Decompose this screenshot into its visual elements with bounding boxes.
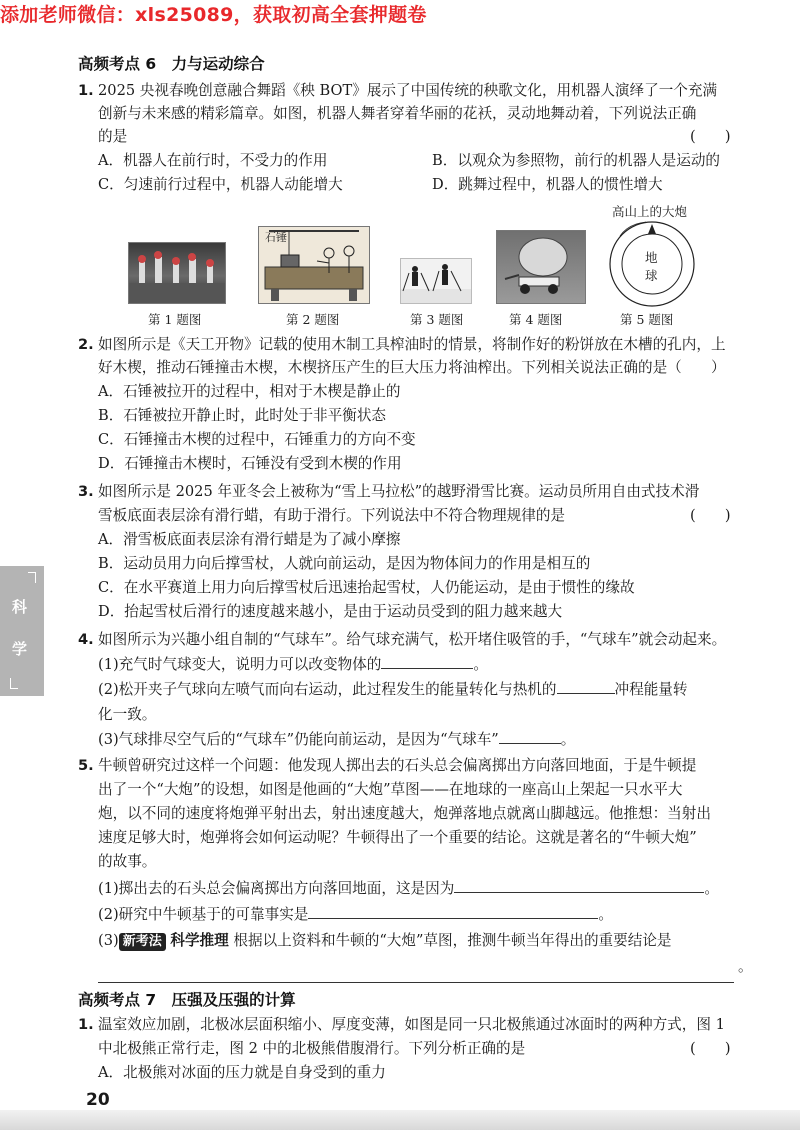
question-number: 2. [78, 336, 94, 353]
q3-line-2: 雪板底面表层涂有滑行蜡，有助于滑行。下列说法中不符合物理规律的是 [98, 507, 566, 524]
answer-paren: ( ) [690, 1040, 731, 1057]
question-number: 3. [78, 483, 94, 500]
page-number: 20 [86, 1090, 110, 1110]
tab-bracket-top [28, 572, 36, 583]
answer-blank[interactable] [454, 878, 704, 893]
earth-label-1: 地 [645, 250, 658, 265]
q2-line-1: 如图所示是《天工开物》记载的使用木制工具榨油时的情景，将制作好的粉饼放在木槽的孔内，上 [98, 336, 726, 353]
q1-line-1: 2025 央视春晚创意融合舞蹈《秧 BOT》展示了中国传统的秧歌文化，用机器人演绎了一个充满 [98, 82, 718, 99]
section-title-7: 高频考点 7 压强及压强的计算 [78, 991, 296, 1009]
figure-1-caption: 第 1 题图 [148, 312, 202, 327]
answer-blank[interactable] [381, 654, 473, 669]
question-number: 4. [78, 631, 94, 648]
q4-line-1: 如图所示为兴趣小组自制的“气球车”。给气球充满气，松开堵住吸管的手，“气球车”就会动起来。 [98, 631, 727, 648]
q3-option-d: D．抬起雪杖后滑行的速度越来越小，是由于运动员受到的阻力越来越大 [98, 603, 563, 620]
figure-3-caption: 第 3 题图 [410, 312, 464, 327]
question-number: 1. [78, 1016, 94, 1033]
tab-bracket-bottom [10, 678, 18, 689]
subject-side-tab [0, 566, 44, 696]
q2-option-c: C．石锤撞击木楔的过程中，石锤重力的方向不变 [98, 431, 416, 448]
q7-1-line-2: 中北极熊正常行走，图 2 中的北极熊借腹滑行。下列分析正确的是 [98, 1040, 526, 1057]
subject-char-2: 学 [12, 640, 28, 658]
new-method-tag: 新考法 [119, 933, 166, 951]
figure-2-illustration [258, 226, 370, 304]
header-ad-text: 添加老师微信：xls25089，获取初高全套押题卷 [0, 4, 427, 26]
cross-country-skiers-image [401, 259, 471, 303]
question-number: 5. [78, 757, 94, 774]
figure-3-photo [400, 258, 472, 304]
q5-sub-1 [98, 878, 719, 900]
answer-blank[interactable] [98, 968, 734, 983]
q5-line-3: 炮，以不同的速度将炮弹平射出去，射出速度越大，炮弹落地点就离山脚越远。他推想：当射出 [98, 805, 711, 822]
q5-sub-2 [98, 904, 613, 926]
figure-1-photo [128, 242, 226, 304]
q4-sub-3-end: 。 [560, 731, 576, 748]
q3-line-1: 如图所示是 2025 年亚冬会上被称为“雪上马拉松”的越野滑雪比赛。运动员所用自由式技术滑 [98, 483, 700, 500]
figure-5-caption: 第 5 题图 [620, 312, 674, 327]
q7-1-line-1: 温室效应加剧，北极冰层面积缩小、厚度变薄，如图是同一只北极熊通过冰面时的两种方式，图 1 [98, 1016, 725, 1033]
q1-option-a: A．机器人在前行时，不受力的作用 [98, 152, 328, 169]
q7-1-option-a: A．北极熊对冰面的压力就是自身受到的重力 [98, 1064, 386, 1081]
q5-sub-3 [98, 930, 672, 952]
q1-option-b: B．以观众为参照物，前行的机器人是运动的 [432, 152, 721, 169]
q4-sub-2 [98, 679, 687, 701]
q5-sub-2-end: 。 [598, 906, 614, 923]
q4-sub-1-text: (1)充气时气球变大，说明力可以改变物体的 [98, 656, 382, 673]
robot-dancers-image [129, 243, 225, 303]
question-number: 1. [78, 82, 94, 99]
section-title-6: 高频考点 6 力与运动综合 [78, 55, 265, 73]
q1-option-c: C．匀速前行过程中，机器人动能增大 [98, 176, 343, 193]
q5-sub-3-text: 根据以上资料和牛顿的“大炮”草图，推测牛顿当年得出的重要结论是 [233, 932, 672, 949]
earth-label-2: 球 [645, 268, 658, 283]
figure-4-photo [496, 230, 586, 304]
q1-line-2: 创新与未来感的精彩篇章。如图，机器人舞者穿着华丽的花袄，灵动地舞动着，下列说法正确 [98, 105, 697, 122]
figure-5-title: 高山上的大炮 [612, 204, 688, 219]
q5-line-5: 的故事。 [98, 853, 157, 870]
answer-paren: ( ) [690, 128, 731, 145]
q5-sub-3-answer-line [98, 968, 738, 983]
science-reasoning-label: 科学推理 [170, 932, 229, 949]
q5-line-1: 牛顿曾研究过这样一个问题：他发现人掷出去的石头总会偏离掷出方向落回地面，于是牛顿提 [98, 757, 697, 774]
q5-sub-2-text: (2)研究中牛顿基于的可靠事实是 [98, 906, 309, 923]
q5-line-2: 出了一个“大炮”的设想，如图是他画的“大炮”草图——在地球的一座高山上架起一只水平大 [98, 781, 683, 798]
subject-char-1: 科 [12, 598, 28, 616]
q2-option-b: B．石锤被拉开静止时，此时处于非平衡状态 [98, 407, 387, 424]
q3-option-b: B．运动员用力向后撑雪杖，人就向前运动，是因为物体间力的作用是相互的 [98, 555, 591, 572]
q2-line-2: 好木楔，推动石锤撞击木楔，木楔挤压产生的巨大压力将油榨出。下列相关说法正确的是（ ） [98, 359, 726, 376]
figure-2-label: 石锤 [265, 231, 287, 244]
q1-option-d: D．跳舞过程中，机器人的惯性增大 [432, 176, 663, 193]
figure-2-caption: 第 2 题图 [286, 312, 340, 327]
q3-option-c: C．在水平赛道上用力向后撑雪杖后迅速抬起雪杖，人仍能运动，是由于惯性的缘故 [98, 579, 635, 596]
q2-option-a: A．石锤被拉开的过程中，相对于木楔是静止的 [98, 383, 401, 400]
q4-sub-1-end: 。 [473, 656, 488, 673]
q5-sub-3-end: 。 [738, 958, 753, 975]
q5-sub-1-text: (1)掷出去的石头总会偏离掷出方向落回地面，这是因为 [98, 880, 455, 897]
answer-blank[interactable] [557, 679, 615, 694]
answer-paren: ( ) [690, 507, 731, 524]
figure-5-diagram [598, 200, 706, 308]
q5-line-4: 速度足够大时，炮弹将会如何运动呢？牛顿得出了一个重要的结论。这就是著名的“牛顿大炮” [98, 829, 697, 846]
q4-sub-3-text: (3)气球排尽空气后的“气球车”仍能向前运动，是因为“气球车” [98, 731, 499, 748]
q5-sub-1-end: 。 [704, 880, 719, 897]
q1-line-3: 的是 [98, 128, 128, 145]
q3-option-a: A．滑雪板底面表层涂有滑行蜡是为了减小摩擦 [98, 531, 401, 548]
figure-4-caption: 第 4 题图 [509, 312, 563, 327]
answer-blank[interactable] [499, 729, 561, 744]
q4-sub-3 [98, 729, 575, 751]
balloon-car-image [497, 231, 585, 303]
scan-bottom-edge [0, 1110, 800, 1130]
q4-sub-2-end: 冲程能量转 [614, 681, 688, 698]
q2-option-d: D．石锤撞击木楔时，石锤没有受到木楔的作用 [98, 455, 402, 472]
q5-sub-3-prefix: (3) [98, 932, 119, 949]
answer-blank[interactable] [308, 904, 598, 919]
q4-sub-2-text: (2)松开夹子气球向左喷气而向右运动，此过程发生的能量转化与热机的 [98, 681, 557, 698]
q4-sub-2-cont: 化一致。 [98, 706, 157, 723]
q4-sub-1 [98, 654, 488, 676]
